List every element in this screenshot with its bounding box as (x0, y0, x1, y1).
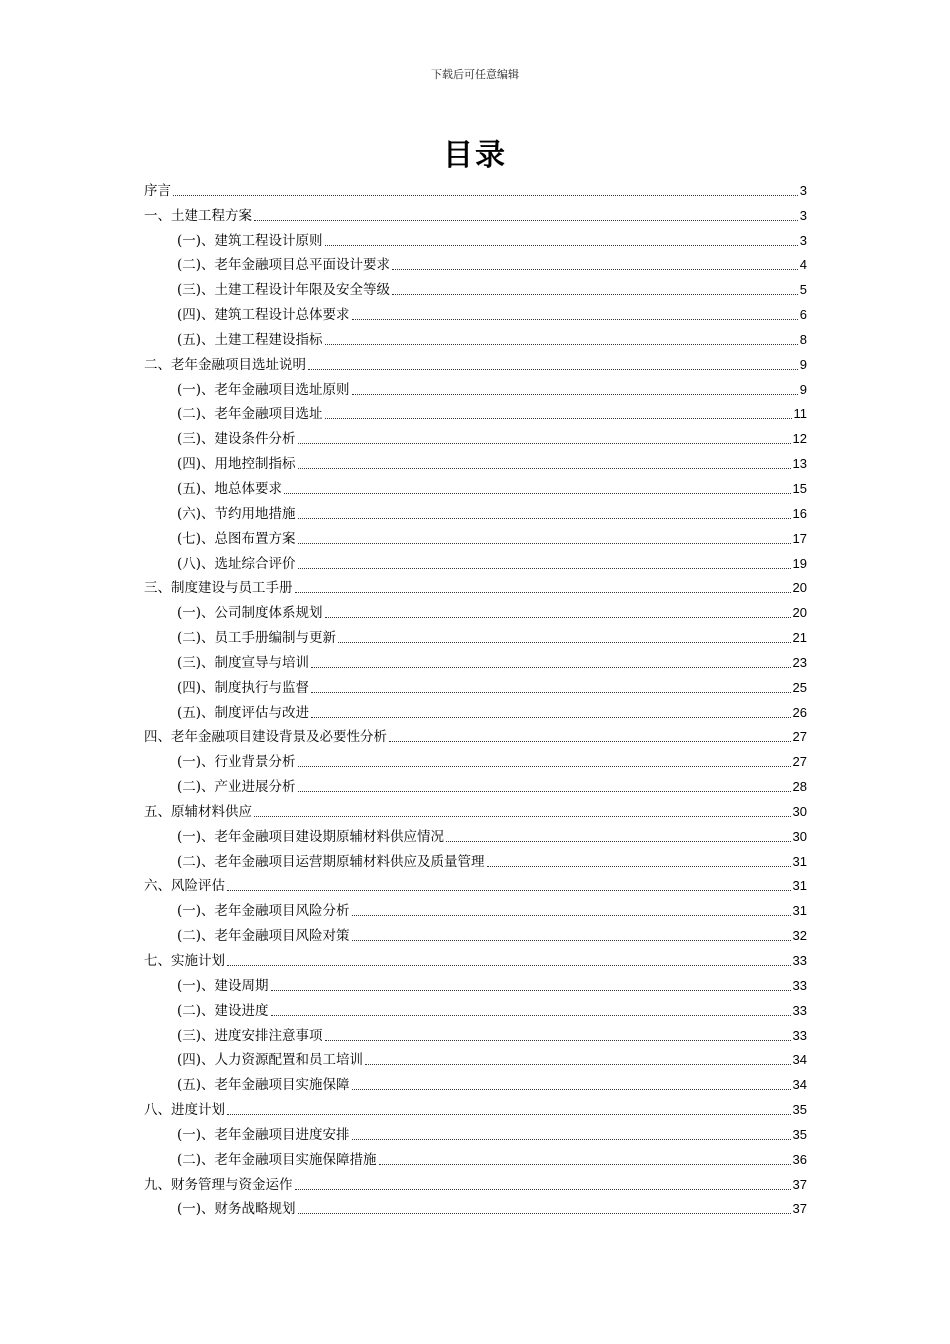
toc-entry-label: (三)、土建工程设计年限及安全等级 (177, 282, 391, 299)
toc-entry-label: (一)、财务战略规划 (177, 1201, 296, 1218)
toc-entry-page-number: 33 (792, 1002, 807, 1018)
toc-dot-leader (352, 1139, 791, 1140)
toc-dot-leader (298, 568, 791, 569)
toc-dot-leader (365, 1064, 790, 1065)
toc-entry[interactable] (144, 250, 807, 275)
toc-entry-label: (五)、老年金融项目实施保障 (177, 1077, 350, 1094)
toc-entry-page-number: 35 (792, 1126, 807, 1142)
toc-dot-leader (325, 617, 791, 618)
toc-entry-label: (一)、老年金融项目进度安排 (177, 1126, 350, 1143)
toc-entry[interactable] (144, 1045, 807, 1070)
toc-dot-leader (227, 890, 791, 891)
toc-entry-page-number: 33 (792, 953, 807, 968)
toc-entry-label: (四)、制度执行与监督 (177, 679, 310, 696)
toc-entry-page-number: 28 (792, 779, 807, 795)
toc-entry-page-number: 23 (792, 654, 807, 670)
toc-entry[interactable] (144, 573, 807, 598)
toc-entry-page-number: 26 (792, 704, 807, 720)
toc-entry[interactable] (144, 647, 807, 672)
toc-entry[interactable] (144, 374, 807, 399)
toc-entry-page-number: 27 (792, 729, 807, 745)
toc-entry-label: (一)、行业背景分析 (177, 754, 296, 771)
toc-dot-leader (271, 1015, 791, 1016)
toc-dot-leader (325, 1040, 791, 1041)
toc-entry-label: 序言 (144, 182, 171, 199)
toc-entry-page-number: 34 (792, 1077, 807, 1093)
toc-dot-leader (389, 741, 791, 742)
toc-dot-leader (392, 269, 798, 270)
toc-dot-leader (298, 518, 791, 519)
toc-entry-page-number: 17 (792, 530, 807, 546)
toc-dot-leader (325, 245, 798, 246)
toc-entry-label: (二)、建设进度 (177, 1002, 269, 1019)
toc-entry[interactable] (144, 895, 807, 920)
toc-entry[interactable] (144, 697, 807, 722)
toc-entry-label: (二)、产业进展分析 (177, 779, 296, 796)
toc-entry-page-number: 3 (799, 232, 807, 248)
toc-entry-page-number: 9 (799, 356, 807, 372)
toc-entry[interactable] (144, 1194, 807, 1219)
toc-entry-page-number: 31 (792, 878, 807, 894)
toc-dot-leader (173, 195, 798, 196)
toc-entry[interactable] (144, 1119, 807, 1144)
toc-entry-label: (一)、建设周期 (177, 977, 269, 994)
toc-entry-page-number: 30 (792, 828, 807, 844)
toc-dot-leader (254, 816, 791, 817)
toc-entry-page-number: 37 (792, 1201, 807, 1217)
toc-entry[interactable] (144, 1020, 807, 1045)
toc-dot-leader (379, 1164, 791, 1165)
toc-entry-page-number: 25 (792, 679, 807, 695)
toc-entry-page-number: 3 (799, 182, 807, 198)
toc-entry-label: (五)、土建工程建设指标 (177, 331, 323, 348)
toc-entry[interactable] (144, 796, 807, 821)
toc-entry[interactable] (144, 722, 807, 747)
toc-entry-label: (八)、选址综合评价 (177, 555, 296, 572)
toc-dot-leader (487, 866, 791, 867)
toc-entry[interactable] (144, 746, 807, 771)
toc-entry[interactable] (144, 1169, 807, 1194)
toc-entry[interactable] (144, 821, 807, 846)
toc-entry-label: (五)、制度评估与改进 (177, 704, 310, 721)
toc-entry[interactable] (144, 274, 807, 299)
toc-entry-label: 七、实施计划 (144, 953, 225, 969)
toc-dot-leader (311, 667, 790, 668)
toc-entry-label: 九、财务管理与资金运作 (144, 1176, 293, 1193)
toc-entry[interactable] (144, 299, 807, 324)
toc-dot-leader (325, 418, 792, 419)
toc-entry[interactable] (144, 995, 807, 1020)
toc-dot-leader (298, 1213, 791, 1214)
toc-entry[interactable] (144, 771, 807, 796)
toc-entry-page-number: 32 (792, 928, 807, 944)
toc-dot-leader (295, 592, 791, 593)
toc-entry[interactable] (144, 225, 807, 250)
toc-entry-page-number: 35 (792, 1102, 807, 1118)
toc-dot-leader (298, 791, 791, 792)
toc-dot-leader (352, 1089, 791, 1090)
toc-entry[interactable] (144, 498, 807, 523)
toc-entry[interactable] (144, 523, 807, 548)
toc-entry-label: (三)、建设条件分析 (177, 431, 296, 448)
toc-entry-label: (六)、节约用地措施 (177, 505, 296, 522)
toc-entry[interactable] (144, 945, 807, 970)
toc-dot-leader (352, 940, 791, 941)
toc-dot-leader (338, 642, 790, 643)
toc-dot-leader (325, 344, 798, 345)
toc-dot-leader (392, 294, 798, 295)
toc-entry-page-number: 9 (799, 381, 807, 397)
toc-dot-leader (298, 766, 791, 767)
toc-entry-page-number: 11 (793, 406, 807, 422)
toc-entry-label: (一)、老年金融项目选址原则 (177, 381, 350, 398)
toc-entry[interactable] (144, 200, 807, 225)
toc-entry-page-number: 6 (799, 307, 807, 323)
toc-entry-page-number: 36 (792, 1151, 807, 1167)
toc-entry-label: (七)、总图布置方案 (177, 530, 296, 547)
toc-entry-page-number: 20 (792, 580, 807, 596)
toc-entry-label: (四)、用地控制指标 (177, 456, 296, 473)
toc-dot-leader (295, 1189, 791, 1190)
toc-entry-label: (二)、老年金融项目总平面设计要求 (177, 257, 391, 274)
toc-entry-label: (三)、进度安排注意事项 (177, 1027, 323, 1044)
toc-entry[interactable] (144, 846, 807, 871)
toc-entry-label: (五)、地总体要求 (177, 480, 283, 497)
toc-entry-label: (一)、老年金融项目风险分析 (177, 903, 350, 920)
toc-entry-label: 四、老年金融项目建设背景及必要性分析 (144, 729, 387, 746)
toc-entry[interactable] (144, 448, 807, 473)
toc-entry[interactable] (144, 349, 807, 374)
toc-entry-label: (四)、建筑工程设计总体要求 (177, 307, 350, 324)
toc-entry-label: (一)、公司制度体系规划 (177, 605, 323, 622)
toc-entry-label: 八、进度计划 (144, 1102, 225, 1119)
toc-entry-page-number: 33 (792, 1027, 807, 1043)
toc-dot-leader (284, 493, 790, 494)
toc-list (144, 175, 807, 1218)
toc-entry[interactable] (144, 920, 807, 945)
toc-entry[interactable] (144, 970, 807, 995)
toc-entry[interactable] (144, 324, 807, 349)
toc-dot-leader (446, 841, 790, 842)
toc-dot-leader (227, 1114, 791, 1115)
toc-dot-leader (271, 990, 791, 991)
toc-entry[interactable] (144, 672, 807, 697)
toc-entry[interactable] (144, 1069, 807, 1094)
toc-entry-label: 五、原辅材料供应 (144, 803, 252, 820)
toc-dot-leader (298, 468, 791, 469)
toc-entry-page-number: 20 (792, 605, 807, 621)
toc-entry-page-number: 30 (792, 803, 807, 819)
header-note: 下载后可任意编辑 (431, 68, 519, 81)
toc-entry-page-number: 31 (792, 903, 807, 919)
toc-entry[interactable] (144, 1094, 807, 1119)
toc-entry-label: 二、老年金融项目选址说明 (144, 356, 306, 373)
toc-entry-page-number: 8 (799, 331, 807, 347)
toc-dot-leader (352, 319, 798, 320)
toc-entry[interactable] (144, 1144, 807, 1169)
toc-title: 目录 (443, 138, 507, 173)
toc-dot-leader (311, 692, 790, 693)
toc-entry-page-number: 12 (792, 431, 807, 447)
toc-entry-page-number: 16 (792, 505, 807, 521)
toc-entry-page-number: 21 (792, 630, 807, 646)
toc-entry-page-number: 37 (792, 1176, 807, 1192)
toc-entry[interactable] (144, 473, 807, 498)
toc-dot-leader (254, 220, 798, 221)
toc-dot-leader (352, 394, 798, 395)
toc-entry-label: 三、制度建设与员工手册 (144, 580, 293, 597)
toc-entry-label: 六、风险评估 (144, 878, 225, 895)
toc-entry-page-number: 13 (792, 456, 807, 472)
toc-entry-label: 一、土建工程方案 (144, 207, 252, 224)
toc-dot-leader (227, 965, 791, 966)
toc-entry[interactable] (144, 423, 807, 448)
toc-entry-page-number: 15 (792, 480, 807, 496)
toc-entry-page-number: 33 (792, 977, 807, 993)
toc-dot-leader (352, 915, 791, 916)
toc-entry-page-number: 3 (799, 207, 807, 223)
toc-entry-page-number: 4 (799, 257, 807, 273)
toc-entry-page-number: 5 (799, 282, 807, 298)
toc-dot-leader (298, 443, 791, 444)
toc-entry-label: (一)、老年金融项目建设期原辅材料供应情况 (177, 828, 445, 845)
toc-entry-label: (二)、老年金融项目实施保障措施 (177, 1151, 377, 1168)
toc-dot-leader (311, 717, 790, 718)
toc-entry[interactable] (144, 871, 807, 896)
toc-entry-label: (二)、老年金融项目选址 (177, 406, 323, 423)
toc-entry[interactable] (144, 548, 807, 573)
toc-entry-label: (二)、员工手册编制与更新 (177, 630, 337, 647)
toc-entry-page-number: 31 (792, 853, 807, 869)
toc-entry[interactable] (144, 622, 807, 647)
toc-entry[interactable] (144, 399, 807, 424)
toc-entry-page-number: 19 (792, 555, 807, 571)
toc-entry[interactable] (144, 175, 807, 200)
toc-entry-label: (二)、老年金融项目风险对策 (177, 928, 350, 945)
toc-dot-leader (298, 543, 791, 544)
toc-dot-leader (308, 369, 798, 370)
toc-entry[interactable] (144, 597, 807, 622)
toc-entry-label: (三)、制度宣导与培训 (177, 654, 310, 671)
toc-entry-label: (一)、建筑工程设计原则 (177, 232, 323, 249)
toc-entry-page-number: 27 (792, 754, 807, 770)
toc-entry-label: (二)、老年金融项目运营期原辅材料供应及质量管理 (177, 853, 485, 870)
toc-entry-page-number: 34 (792, 1052, 807, 1068)
toc-entry-label: (四)、人力资源配置和员工培训 (177, 1052, 364, 1069)
